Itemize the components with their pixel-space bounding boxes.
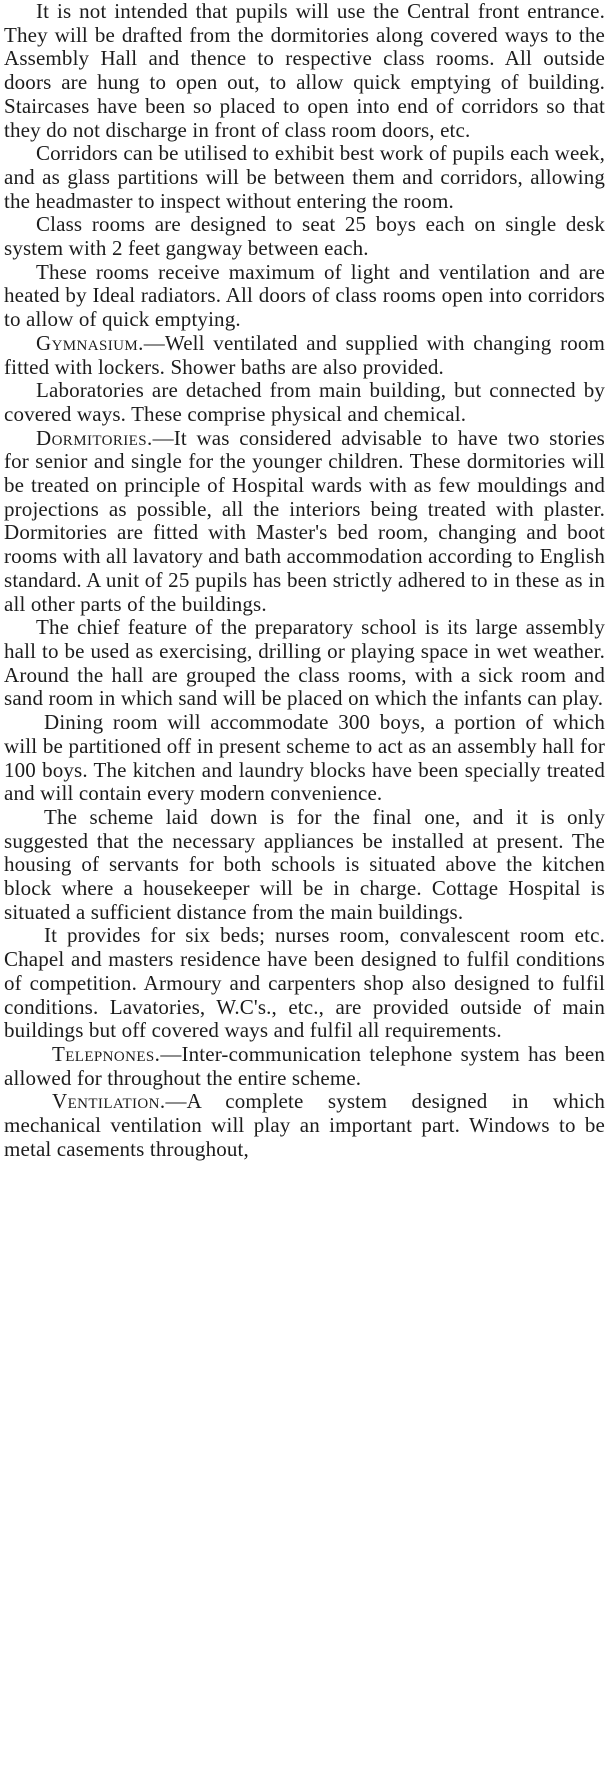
paragraph-laboratories xyxy=(4,379,605,426)
paragraph-text: Corridors can be utilised to exhibit best work of pupils each week, and as glass partitions will be between them and corridors, allowing the headmaster to inspect without entering the room. xyxy=(4,141,605,213)
paragraph-class-rooms xyxy=(4,213,605,260)
paragraph-telephones xyxy=(4,1043,605,1090)
paragraph-scheme xyxy=(4,806,605,925)
paragraph-corridors xyxy=(4,142,605,213)
paragraph-dormitories xyxy=(4,427,605,617)
paragraph-ventilation xyxy=(4,1090,605,1161)
section-head-dormitories: Dormitories. xyxy=(36,425,153,450)
paragraph-text: Laboratories are detached from main building, but connected by covered ways. These comprise physical and chemical. xyxy=(4,378,605,426)
paragraph-text: These rooms receive maximum of light and ventilation and are heated by Ideal radiators. All doors of class rooms open into corridors to allow of quick emptying. xyxy=(4,259,605,332)
paragraph-text: It is not intended that pupils will use the Central front entrance. They will be drafted from the dormitories along covered ways to the Assembly Hall and thence to respective class rooms. All outside doors are hung to open out, to allow quick emptying of building. Staircases have been so placed to open into end of corridors so that they do not discharge in front of class room doors, etc. xyxy=(4,0,605,142)
paragraph-cottage-hospital xyxy=(4,924,605,1043)
paragraph-preparatory-school xyxy=(4,616,605,711)
paragraph-text: —Inter-communication telephone system has been allowed for throughout the entire scheme. xyxy=(4,1041,605,1090)
paragraph-text: Class rooms are designed to seat 25 boys each on single desk system with 2 feet gangway between each. xyxy=(4,212,605,261)
paragraph-light-ventilation xyxy=(4,261,605,332)
paragraph-text: —It was considered advisable to have two stories for senior and single for the younger children. These dormitories will be treated on principle of Hospital wards with as few mouldings and projections as possible, all the interiors being treated with plaster. Dormitories are fitted with Master's bed room, changing and boot rooms with all lavatory and bath accommodation according to English standard. A unit of 25 pupils has been strictly adhered to in these as in all other parts of the buildings. xyxy=(4,425,605,616)
section-head-ventilation: Ventilation. xyxy=(52,1089,166,1114)
paragraph-text: It provides for six beds; nurses room, convalescent room etc. Chapel and masters residence have been designed to fulfil conditions of competition. Armoury and carpenters shop also designed to fulfil conditions. Lavatories, W.C's., etc., are provided outside of main buildings but off covered ways and fulfil all requirements. xyxy=(4,923,605,1043)
paragraph-text: Dining room will accommodate 300 boys, a portion of which will be partitioned off in present scheme to act as an assembly hall for 100 boys. The kitchen and laundry blocks have been specially treated and will contain every modern convenience. xyxy=(4,710,605,806)
paragraph-text: The chief feature of the preparatory school is its large assembly hall to be used as exercising, drilling or playing space in wet weather. Around the hall are grouped the class rooms, with a sick room and sand room in which sand will be placed on which the infants can play. xyxy=(4,615,605,711)
paragraph-text: —Well ventilated and supplied with changing room fitted with lockers. Shower baths are also provided. xyxy=(4,330,605,379)
paragraph-text: —A complete system designed in which mechanical ventilation will play an important part. Windows to be metal casements throughout, xyxy=(4,1089,605,1161)
paragraph-gymnasium xyxy=(4,332,605,379)
section-head-telephones: Telepnones. xyxy=(52,1041,161,1066)
paragraph-central-entrance xyxy=(4,0,605,142)
paragraph-dining-room xyxy=(4,711,605,806)
paragraph-text: The scheme laid down is for the final one, and it is only suggested that the necessary appliances be installed at present. The housing of servants for both schools is situated above the kitchen block where a housekeeper will be in charge. Cottage Hospital is situated a sufficient distance from the main buildings. xyxy=(4,804,605,924)
section-head-gymnasium: Gymnasium. xyxy=(36,330,144,355)
